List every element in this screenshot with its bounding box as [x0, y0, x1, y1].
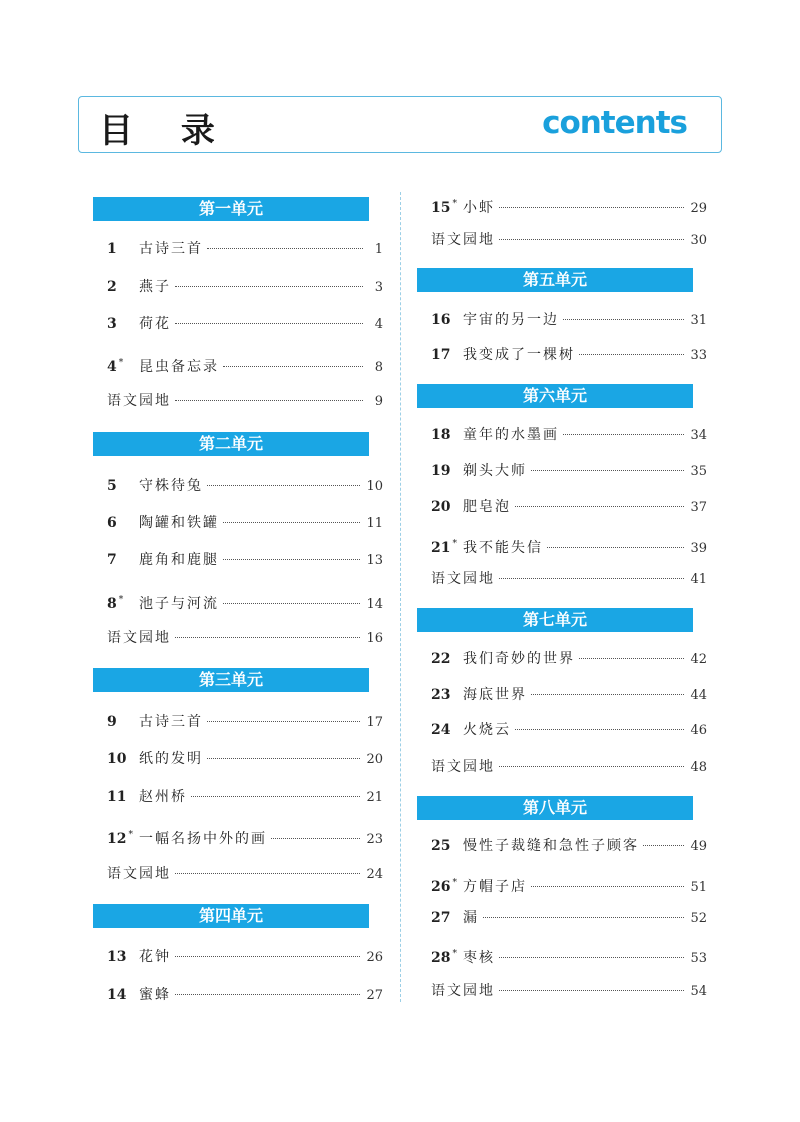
page-number: 37: [690, 500, 707, 515]
page-number: 14: [366, 597, 383, 612]
lesson-number: 17: [431, 347, 451, 363]
dot-leader: [207, 248, 363, 249]
toc-entry[interactable]: [431, 981, 707, 1001]
page-title-english: contents: [542, 105, 687, 141]
lesson-number: 20: [431, 499, 451, 515]
lesson-title: 方帽子店: [463, 879, 527, 895]
lesson-number: 27: [431, 910, 451, 926]
unit-heading: 第三单元: [93, 668, 369, 692]
page-number: 29: [690, 201, 707, 216]
dot-leader: [563, 434, 684, 435]
page-number: 53: [690, 951, 707, 966]
page-number: 35: [690, 464, 707, 479]
page-number: 9: [374, 394, 383, 409]
lesson-title: 陶罐和铁罐: [139, 515, 219, 531]
lesson-number: 19: [431, 463, 451, 479]
lesson-title: 枣核: [463, 950, 495, 966]
dot-leader: [175, 286, 363, 287]
unit-heading: 第五单元: [417, 268, 693, 292]
lesson-number: 23: [431, 687, 451, 703]
page-number: 24: [366, 867, 383, 882]
toc-entry[interactable]: [431, 230, 707, 250]
lesson-title: 蜜蜂: [139, 987, 171, 1003]
lesson-title: 我变成了一棵树: [463, 347, 575, 363]
lesson-title: 语文园地: [431, 759, 495, 775]
lesson-title: 昆虫备忘录: [139, 359, 219, 375]
page-number: 46: [690, 723, 707, 738]
dot-leader: [223, 603, 360, 604]
optional-star-mark: *: [128, 830, 133, 840]
lesson-title: 慢性子裁缝和急性子顾客: [463, 838, 639, 854]
lesson-number: 7: [107, 552, 117, 568]
dot-leader: [499, 578, 684, 579]
unit-heading: 第二单元: [93, 432, 369, 456]
lesson-title: 池子与河流: [139, 596, 219, 612]
toc-entry[interactable]: [107, 985, 383, 1005]
toc-entry[interactable]: [431, 497, 707, 517]
page-number: 21: [366, 790, 383, 805]
dot-leader: [483, 917, 684, 918]
lesson-title: 语文园地: [107, 630, 171, 646]
lesson-number: 24: [431, 722, 451, 738]
lesson-number: 26 *: [431, 878, 457, 895]
page-number: 11: [366, 516, 383, 531]
dot-leader: [175, 400, 363, 401]
toc-entry[interactable]: [431, 757, 707, 777]
dot-leader: [579, 354, 684, 355]
toc-entry[interactable]: [107, 277, 383, 297]
page-number: 54: [690, 984, 707, 999]
lesson-number: 9: [107, 714, 117, 730]
toc-entry[interactable]: [107, 513, 383, 533]
page-number: 42: [690, 652, 707, 667]
page-number: 33: [690, 348, 707, 363]
lesson-number: 8 *: [107, 595, 124, 612]
lesson-number: 5: [107, 478, 117, 494]
lesson-title: 肥皂泡: [463, 499, 511, 515]
toc-entry[interactable]: [107, 712, 383, 732]
unit-heading: 第六单元: [417, 384, 693, 408]
lesson-title: 古诗三首: [139, 241, 203, 257]
page-number: 41: [690, 572, 707, 587]
toc-entry[interactable]: [431, 345, 707, 365]
page-number: 52: [690, 911, 707, 926]
toc-entry[interactable]: [431, 836, 707, 856]
dot-leader: [531, 694, 684, 695]
page-number: 20: [366, 752, 383, 767]
dot-leader: [547, 547, 684, 548]
lesson-title: 古诗三首: [139, 714, 203, 730]
dot-leader: [223, 559, 360, 560]
dot-leader: [175, 873, 360, 874]
lesson-title: 守株待兔: [139, 478, 203, 494]
toc-entry[interactable]: [107, 314, 383, 334]
lesson-title: 我们奇妙的世界: [463, 651, 575, 667]
dot-leader: [515, 729, 684, 730]
toc-entry[interactable]: [431, 461, 707, 481]
page-number: 26: [366, 950, 383, 965]
toc-entry[interactable]: [431, 310, 707, 330]
toc-entry[interactable]: [431, 685, 707, 705]
optional-star-mark: *: [452, 949, 457, 959]
dot-leader: [175, 956, 360, 957]
dot-leader: [563, 319, 684, 320]
lesson-title: 燕子: [139, 279, 171, 295]
toc-entry[interactable]: [107, 825, 383, 845]
lesson-title: 语文园地: [431, 571, 495, 587]
page-number: 8: [374, 360, 383, 375]
dot-leader: [499, 990, 684, 991]
unit-heading: 第八单元: [417, 796, 693, 820]
lesson-title: 语文园地: [107, 393, 171, 409]
lesson-title: 童年的水墨画: [463, 427, 559, 443]
lesson-number: 16: [431, 312, 451, 328]
dot-leader: [499, 957, 684, 958]
lesson-title: 一幅名扬中外的画: [139, 831, 267, 847]
header-box: [78, 96, 722, 153]
dot-leader: [175, 323, 363, 324]
lesson-number: 22: [431, 651, 451, 667]
unit-heading: 第一单元: [93, 197, 369, 221]
toc-entry[interactable]: [107, 590, 383, 610]
toc-entry[interactable]: [431, 944, 707, 964]
lesson-title: 宇宙的另一边: [463, 312, 559, 328]
dot-leader: [207, 485, 360, 486]
toc-entry[interactable]: [431, 720, 707, 740]
page-number: 4: [374, 317, 383, 332]
page-number: 34: [690, 428, 707, 443]
lesson-title: 花钟: [139, 949, 171, 965]
lesson-title: 鹿角和鹿腿: [139, 552, 219, 568]
lesson-title: 赵州桥: [139, 789, 187, 805]
dot-leader: [499, 766, 684, 767]
toc-entry[interactable]: [107, 749, 383, 769]
dot-leader: [531, 470, 684, 471]
lesson-title: 语文园地: [431, 983, 495, 999]
page-number: 23: [366, 832, 383, 847]
lesson-title: 纸的发明: [139, 751, 203, 767]
dot-leader: [499, 239, 684, 240]
dot-leader: [207, 721, 360, 722]
lesson-title: 火烧云: [463, 722, 511, 738]
dot-leader: [531, 886, 684, 887]
optional-star-mark: *: [452, 539, 457, 549]
lesson-number: 13: [107, 949, 127, 965]
toc-entry[interactable]: [431, 873, 707, 893]
toc-entry[interactable]: [431, 908, 707, 928]
dot-leader: [579, 658, 684, 659]
lesson-title: 漏: [463, 910, 479, 926]
lesson-number: 25: [431, 838, 451, 854]
toc-entry[interactable]: [107, 550, 383, 570]
toc-entry[interactable]: [431, 649, 707, 669]
lesson-number: 6: [107, 515, 117, 531]
optional-star-mark: *: [452, 199, 457, 209]
toc-entry[interactable]: [107, 391, 383, 411]
page-number: 51: [690, 880, 707, 895]
dot-leader: [207, 758, 360, 759]
lesson-title: 语文园地: [107, 866, 171, 882]
page-number: 44: [690, 688, 707, 703]
toc-entry[interactable]: [107, 947, 383, 967]
page-number: 16: [366, 631, 383, 646]
page-number: 10: [366, 479, 383, 494]
lesson-number: 15 *: [431, 199, 457, 216]
optional-star-mark: *: [118, 358, 124, 368]
lesson-number: 28 *: [431, 949, 457, 966]
lesson-number: 2: [107, 279, 117, 295]
toc-entry[interactable]: [107, 628, 383, 648]
page-number: 39: [690, 541, 707, 556]
toc-entry[interactable]: [431, 534, 707, 554]
lesson-title: 海底世界: [463, 687, 527, 703]
lesson-title: 剃头大师: [463, 463, 527, 479]
lesson-title: 小虾: [463, 200, 495, 216]
toc-entry[interactable]: [431, 194, 707, 214]
dot-leader: [223, 366, 363, 367]
lesson-number: 3: [107, 316, 117, 332]
lesson-number: 14: [107, 987, 127, 1003]
dot-leader: [191, 796, 360, 797]
dot-leader: [643, 845, 684, 846]
lesson-number: 1: [107, 241, 117, 257]
dot-leader: [271, 838, 360, 839]
toc-entry[interactable]: [107, 353, 383, 373]
toc-entry[interactable]: [107, 787, 383, 807]
dot-leader: [223, 522, 360, 523]
lesson-number: 21 *: [431, 539, 457, 556]
toc-entry[interactable]: [107, 476, 383, 496]
unit-heading: 第七单元: [417, 608, 693, 632]
lesson-title: 荷花: [139, 316, 171, 332]
dot-leader: [175, 637, 360, 638]
lesson-number: 18: [431, 427, 451, 443]
dot-leader: [515, 506, 684, 507]
dot-leader: [175, 994, 360, 995]
page-number: 31: [690, 313, 707, 328]
page-number: 17: [366, 715, 383, 730]
lesson-title: 语文园地: [431, 232, 495, 248]
toc-entry[interactable]: [431, 425, 707, 445]
page-number: 27: [366, 988, 383, 1003]
unit-heading: 第四单元: [93, 904, 369, 928]
optional-star-mark: *: [452, 878, 457, 888]
page-number: 49: [690, 839, 707, 854]
toc-entry[interactable]: [107, 864, 383, 884]
lesson-number: 4 *: [107, 358, 124, 375]
toc-entry[interactable]: [431, 569, 707, 589]
dot-leader: [499, 207, 684, 208]
page-number: 48: [690, 760, 707, 775]
lesson-number: 10: [107, 751, 127, 767]
page-title: 目 录: [99, 111, 233, 151]
page-number: 3: [374, 280, 383, 295]
lesson-number: 11: [107, 789, 127, 805]
column-divider: [400, 192, 401, 1002]
toc-entry[interactable]: [107, 239, 383, 259]
page-number: 30: [690, 233, 707, 248]
page-number: 1: [374, 242, 383, 257]
lesson-title: 我不能失信: [463, 540, 543, 556]
optional-star-mark: *: [118, 595, 124, 605]
page-number: 13: [366, 553, 383, 568]
lesson-number: 12 *: [107, 830, 133, 847]
